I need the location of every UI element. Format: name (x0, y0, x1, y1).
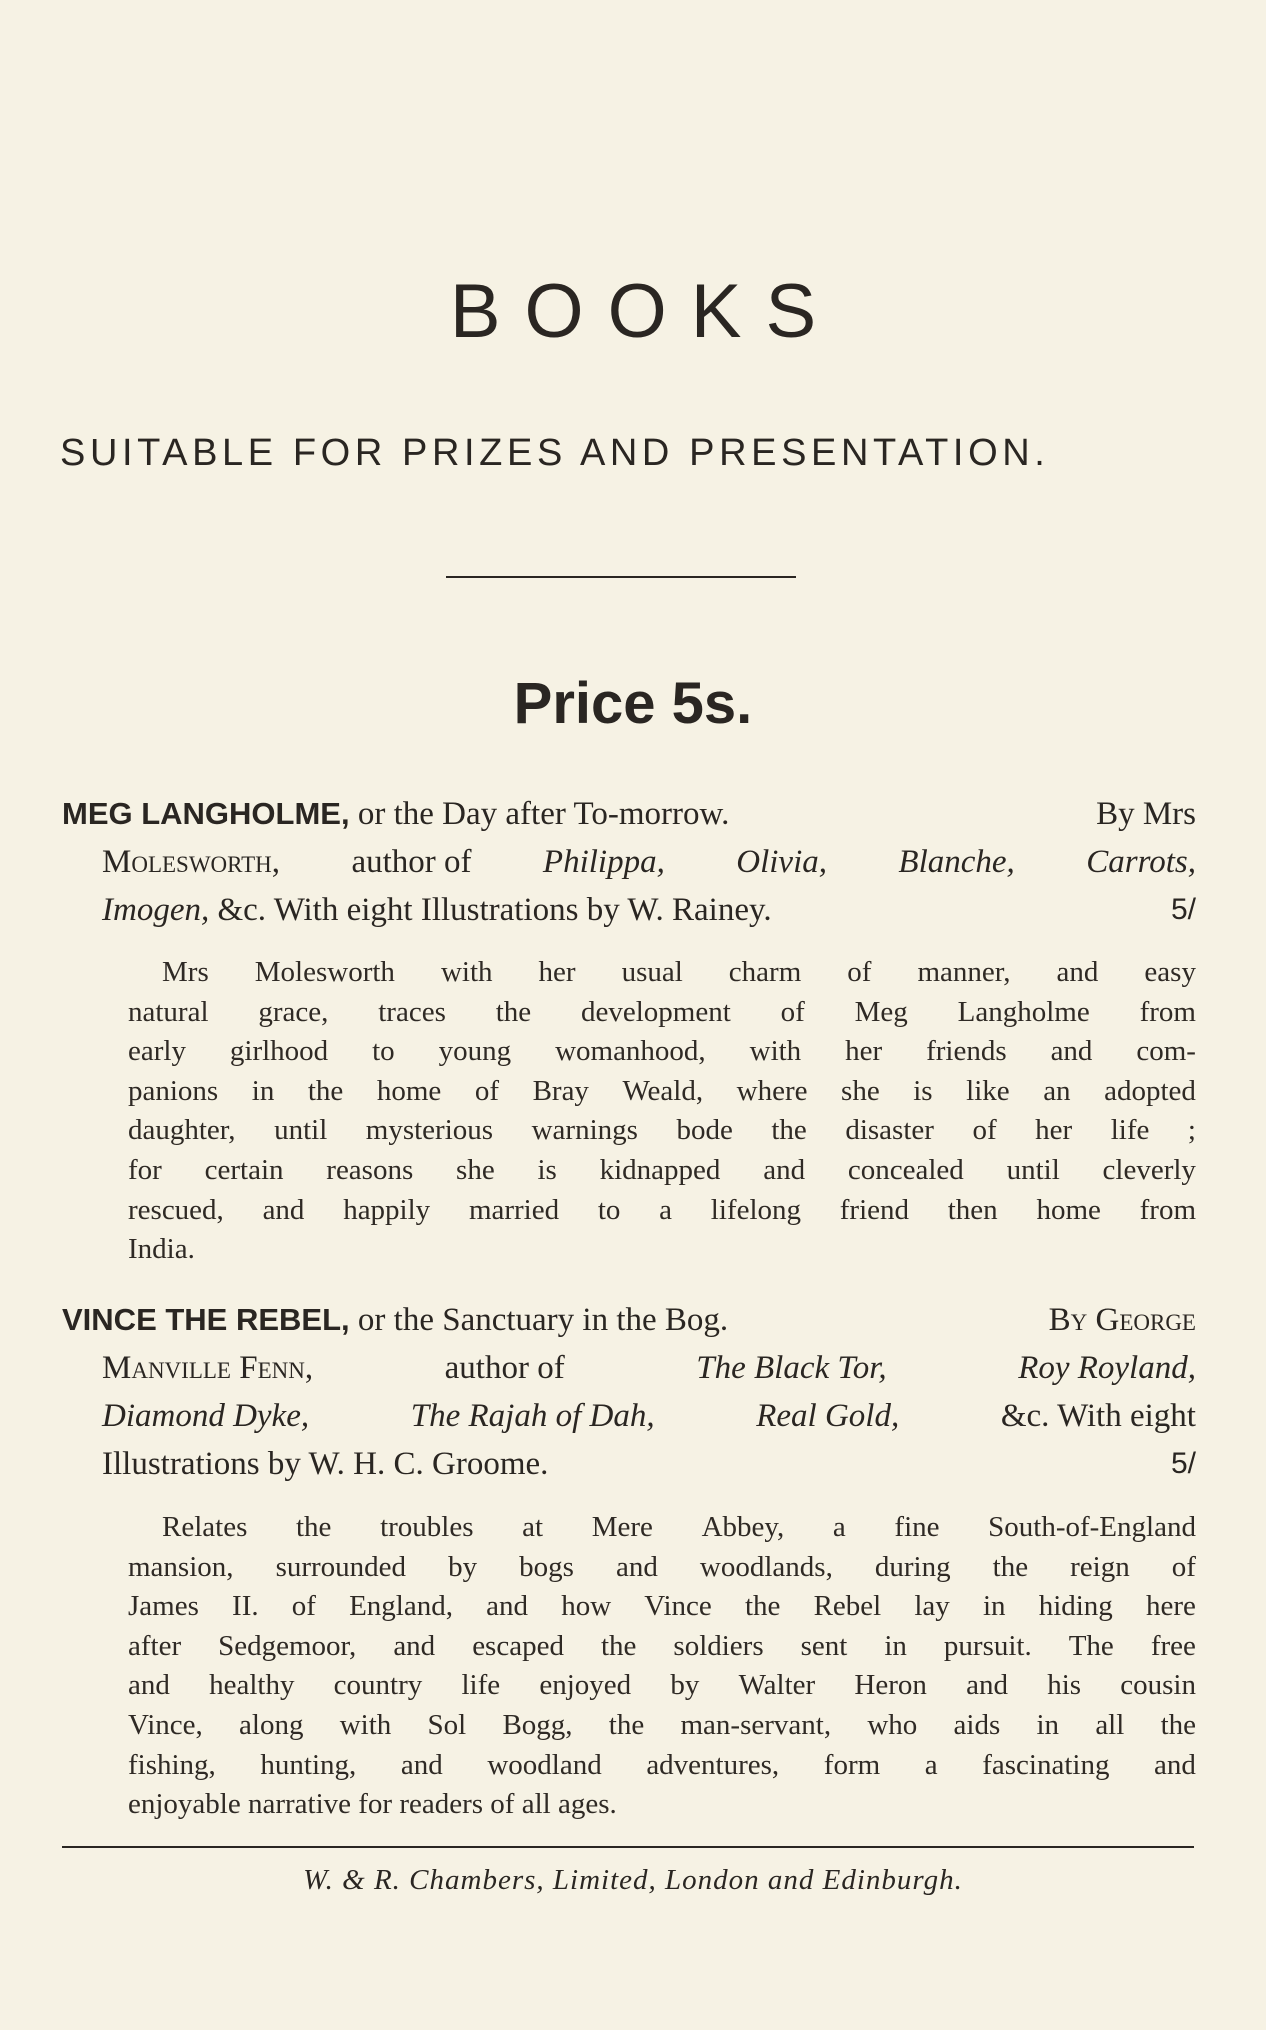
word: she (841, 1074, 880, 1107)
word: troubles (380, 1511, 474, 1543)
word: home (376, 1074, 442, 1107)
word: fishing, (128, 1748, 216, 1781)
word: England, (349, 1590, 453, 1623)
description-line (128, 1746, 1196, 1786)
word: South-of-England (988, 1511, 1196, 1543)
word: for (128, 1153, 162, 1186)
book-entry-heading (62, 790, 1196, 934)
word: the (1160, 1708, 1196, 1741)
book-entry-heading (62, 1296, 1196, 1488)
word: development (580, 995, 731, 1028)
word: aids (953, 1708, 1001, 1741)
work-title: Carrots, (1086, 844, 1196, 880)
word: grace, (258, 995, 329, 1028)
word: disaster (845, 1114, 934, 1147)
word: her (845, 1035, 883, 1068)
word: and (486, 1590, 529, 1623)
description-line (128, 1587, 1196, 1627)
illustrations-note: &c. With eight (1000, 1398, 1196, 1434)
word: Sol (427, 1708, 467, 1741)
word: reign (1070, 1550, 1130, 1583)
page-title: BOOKS (449, 269, 841, 354)
book-description (128, 1508, 1196, 1825)
word: and (262, 1193, 305, 1226)
word: after (128, 1629, 182, 1662)
word: the (600, 1629, 637, 1662)
word: mysterious (365, 1114, 494, 1147)
word: enjoyed (539, 1669, 632, 1702)
word: then (947, 1193, 998, 1226)
word: Heron (854, 1669, 927, 1702)
word: along (239, 1708, 304, 1741)
word: bogs (519, 1550, 574, 1583)
word: Sedgemoor, (218, 1629, 357, 1662)
word: from (1139, 995, 1196, 1028)
entry-line (62, 790, 1196, 838)
word: pursuit. (943, 1629, 1032, 1662)
word: all (1095, 1708, 1125, 1741)
word: in (982, 1590, 1006, 1623)
word: usual (621, 956, 683, 988)
word: hiding (1038, 1590, 1113, 1623)
book-title: MEG LANGHOLME, (62, 796, 350, 831)
word: is (913, 1074, 933, 1107)
word: Relates (162, 1511, 248, 1543)
word: and (616, 1550, 658, 1583)
word: in (884, 1629, 907, 1662)
word: with (749, 1035, 802, 1068)
word: girlhood (229, 1035, 329, 1068)
word: where (736, 1074, 808, 1107)
word: Mrs (162, 956, 209, 988)
byline: By George (1048, 1302, 1196, 1338)
word: Molesworth (254, 956, 395, 988)
description-line (128, 1111, 1196, 1151)
work-title: Roy Royland, (1018, 1350, 1196, 1386)
word: until (274, 1114, 328, 1147)
word: and (400, 1748, 443, 1781)
word: like (966, 1074, 1010, 1107)
word: charm (728, 956, 802, 988)
work-title: Olivia, (736, 844, 827, 880)
book-subtitle: or the Sanctuary in the Bog. (357, 1302, 729, 1338)
word: II. (232, 1590, 259, 1623)
word: cleverly (1102, 1153, 1196, 1186)
word: by (448, 1550, 478, 1583)
word: with (440, 956, 493, 988)
book-title: VINCE THE REBEL, (62, 1302, 350, 1337)
word: his (1047, 1669, 1082, 1702)
word: of (1171, 1550, 1196, 1583)
word: woodland (487, 1748, 602, 1781)
word: kidnapped (599, 1153, 721, 1186)
word: surrounded (275, 1550, 407, 1583)
word: sent (800, 1629, 848, 1662)
description-line: enjoyable narrative for readers of all ages. (128, 1788, 617, 1821)
word: adventures, (646, 1748, 780, 1781)
work-title: Imogen, (102, 892, 210, 928)
word: at (522, 1511, 544, 1543)
word: she (456, 1153, 495, 1186)
word: how (561, 1590, 612, 1623)
word: rescued, (128, 1193, 224, 1226)
word: the (307, 1074, 344, 1107)
word: womanhood, (555, 1035, 706, 1068)
word: manner, (917, 956, 1011, 988)
word: a (924, 1748, 938, 1781)
word: and (1050, 1035, 1093, 1068)
description-line (128, 1032, 1196, 1072)
word: The (1068, 1629, 1114, 1662)
word: country (333, 1669, 423, 1702)
description-line (128, 1151, 1196, 1191)
word: healthy (209, 1669, 295, 1702)
word: from (1139, 1193, 1196, 1226)
word: Bogg, (502, 1708, 573, 1741)
word: life (1110, 1114, 1150, 1147)
entry-line (62, 1392, 1196, 1440)
word: certain (204, 1153, 284, 1186)
word: and (763, 1153, 806, 1186)
publisher-imprint: W. & R. Chambers, Limited, London and Edinburgh. (303, 1864, 963, 1896)
word: home (1036, 1193, 1101, 1226)
work-title: The Black Tor, (696, 1350, 887, 1386)
work-title: Diamond Dyke, (102, 1398, 310, 1434)
word: escaped (472, 1629, 564, 1662)
author-name: Molesworth, (102, 844, 281, 880)
byline: By Mrs (1096, 796, 1196, 832)
entry-line (62, 838, 1196, 886)
word: who (867, 1708, 918, 1741)
description-line (128, 1072, 1196, 1112)
word: the (771, 1114, 807, 1147)
work-title: The Rajah of Dah, (410, 1398, 655, 1434)
word: happily (343, 1193, 431, 1226)
word: of (780, 995, 805, 1028)
word: bode (676, 1114, 733, 1147)
word: of (474, 1074, 500, 1107)
word: and (966, 1669, 1008, 1702)
description-line (128, 993, 1196, 1033)
word: the (608, 1708, 645, 1741)
description-line (128, 1508, 1196, 1548)
word: Bray (532, 1074, 589, 1107)
word: Abbey, (701, 1511, 785, 1543)
word: and (393, 1629, 436, 1662)
word: mansion, (128, 1550, 234, 1583)
word: and (1154, 1748, 1196, 1781)
word: and (1056, 956, 1099, 988)
word: married (468, 1193, 560, 1226)
book-subtitle: or the Day after To-morrow. (357, 796, 730, 832)
word: soldiers (673, 1629, 764, 1662)
author-of: author of (351, 844, 472, 880)
word: fascinating (982, 1748, 1110, 1781)
entry-line (62, 886, 1196, 934)
word: natural (128, 995, 209, 1028)
word: in (1036, 1708, 1060, 1741)
illustrations-note: Illustrations by W. H. C. Groome. (102, 1446, 549, 1482)
word: warnings (531, 1114, 638, 1147)
word: of (972, 1114, 997, 1147)
description-line: India. (128, 1233, 195, 1266)
word: ; (1187, 1114, 1196, 1147)
word: free (1150, 1629, 1196, 1662)
word: her (538, 956, 576, 988)
word: young (438, 1035, 512, 1068)
word: of (291, 1590, 316, 1623)
word: lay (914, 1590, 950, 1623)
price-tag: 5/ (1170, 893, 1196, 926)
word: the (296, 1511, 332, 1543)
word: fine (894, 1511, 940, 1543)
word: woodlands, (699, 1550, 833, 1583)
description-line (128, 1548, 1196, 1588)
word: life (461, 1669, 501, 1702)
entry-line (62, 1296, 1196, 1344)
description-line (128, 1666, 1196, 1706)
author-of: author of (444, 1350, 565, 1386)
word: Langholme (957, 995, 1090, 1028)
word: friend (839, 1193, 909, 1226)
word: here (1145, 1590, 1196, 1623)
word: early (128, 1035, 186, 1068)
word: friends (926, 1035, 1007, 1068)
work-title: Real Gold, (756, 1398, 900, 1434)
word: with (339, 1708, 392, 1741)
word: by (670, 1669, 700, 1702)
work-title: Philippa, (542, 844, 665, 880)
word: panions (128, 1074, 219, 1107)
word: the (992, 1550, 1029, 1583)
price-heading: Price 5s. (513, 671, 753, 736)
word: man-servant, (680, 1708, 832, 1741)
price-tag: 5/ (1170, 1447, 1196, 1480)
word: to (597, 1193, 621, 1226)
word: Meg (854, 995, 908, 1028)
word: hunting, (260, 1748, 357, 1781)
word: in (251, 1074, 275, 1107)
word: com- (1136, 1035, 1196, 1068)
word: Vince, (128, 1708, 203, 1741)
word: a (659, 1193, 673, 1226)
word: reasons (326, 1153, 414, 1186)
word: to (372, 1035, 395, 1068)
book-description (128, 953, 1196, 1270)
word: an (1043, 1074, 1071, 1107)
word: the (495, 995, 532, 1028)
word: traces (378, 995, 446, 1028)
illustrations-note: &c. With eight Illustrations by W. Rainey. (217, 892, 772, 928)
word: of (847, 956, 872, 988)
author-name: Manville Fenn, (102, 1350, 314, 1386)
word: cousin (1120, 1669, 1196, 1702)
word: a (832, 1511, 846, 1543)
word: concealed (847, 1153, 964, 1186)
page-subtitle: SUITABLE FOR PRIZES AND PRESENTATION. (60, 432, 1050, 474)
entry-line (62, 1440, 1196, 1488)
word: lifelong (710, 1193, 801, 1226)
word: Mere (591, 1511, 653, 1543)
word: Vince (644, 1590, 712, 1623)
entry-line (62, 1344, 1196, 1392)
word: until (1006, 1153, 1060, 1186)
word: Rebel (813, 1590, 882, 1623)
word: Weald, (622, 1074, 704, 1107)
word: and (128, 1669, 170, 1702)
description-line (128, 1627, 1196, 1667)
word: her (1035, 1114, 1073, 1147)
word: easy (1144, 956, 1196, 988)
description-line (128, 1706, 1196, 1746)
word: daughter, (128, 1114, 236, 1147)
word: the (744, 1590, 781, 1623)
description-line (128, 953, 1196, 993)
divider (446, 576, 796, 578)
word: during (874, 1550, 951, 1583)
word: James (128, 1590, 199, 1623)
word: adopted (1104, 1074, 1196, 1107)
work-title: Blanche, (898, 844, 1015, 880)
footer-divider (62, 1846, 1194, 1848)
word: Walter (738, 1669, 816, 1702)
word: form (823, 1748, 881, 1781)
description-line (128, 1191, 1196, 1231)
word: is (537, 1153, 557, 1186)
